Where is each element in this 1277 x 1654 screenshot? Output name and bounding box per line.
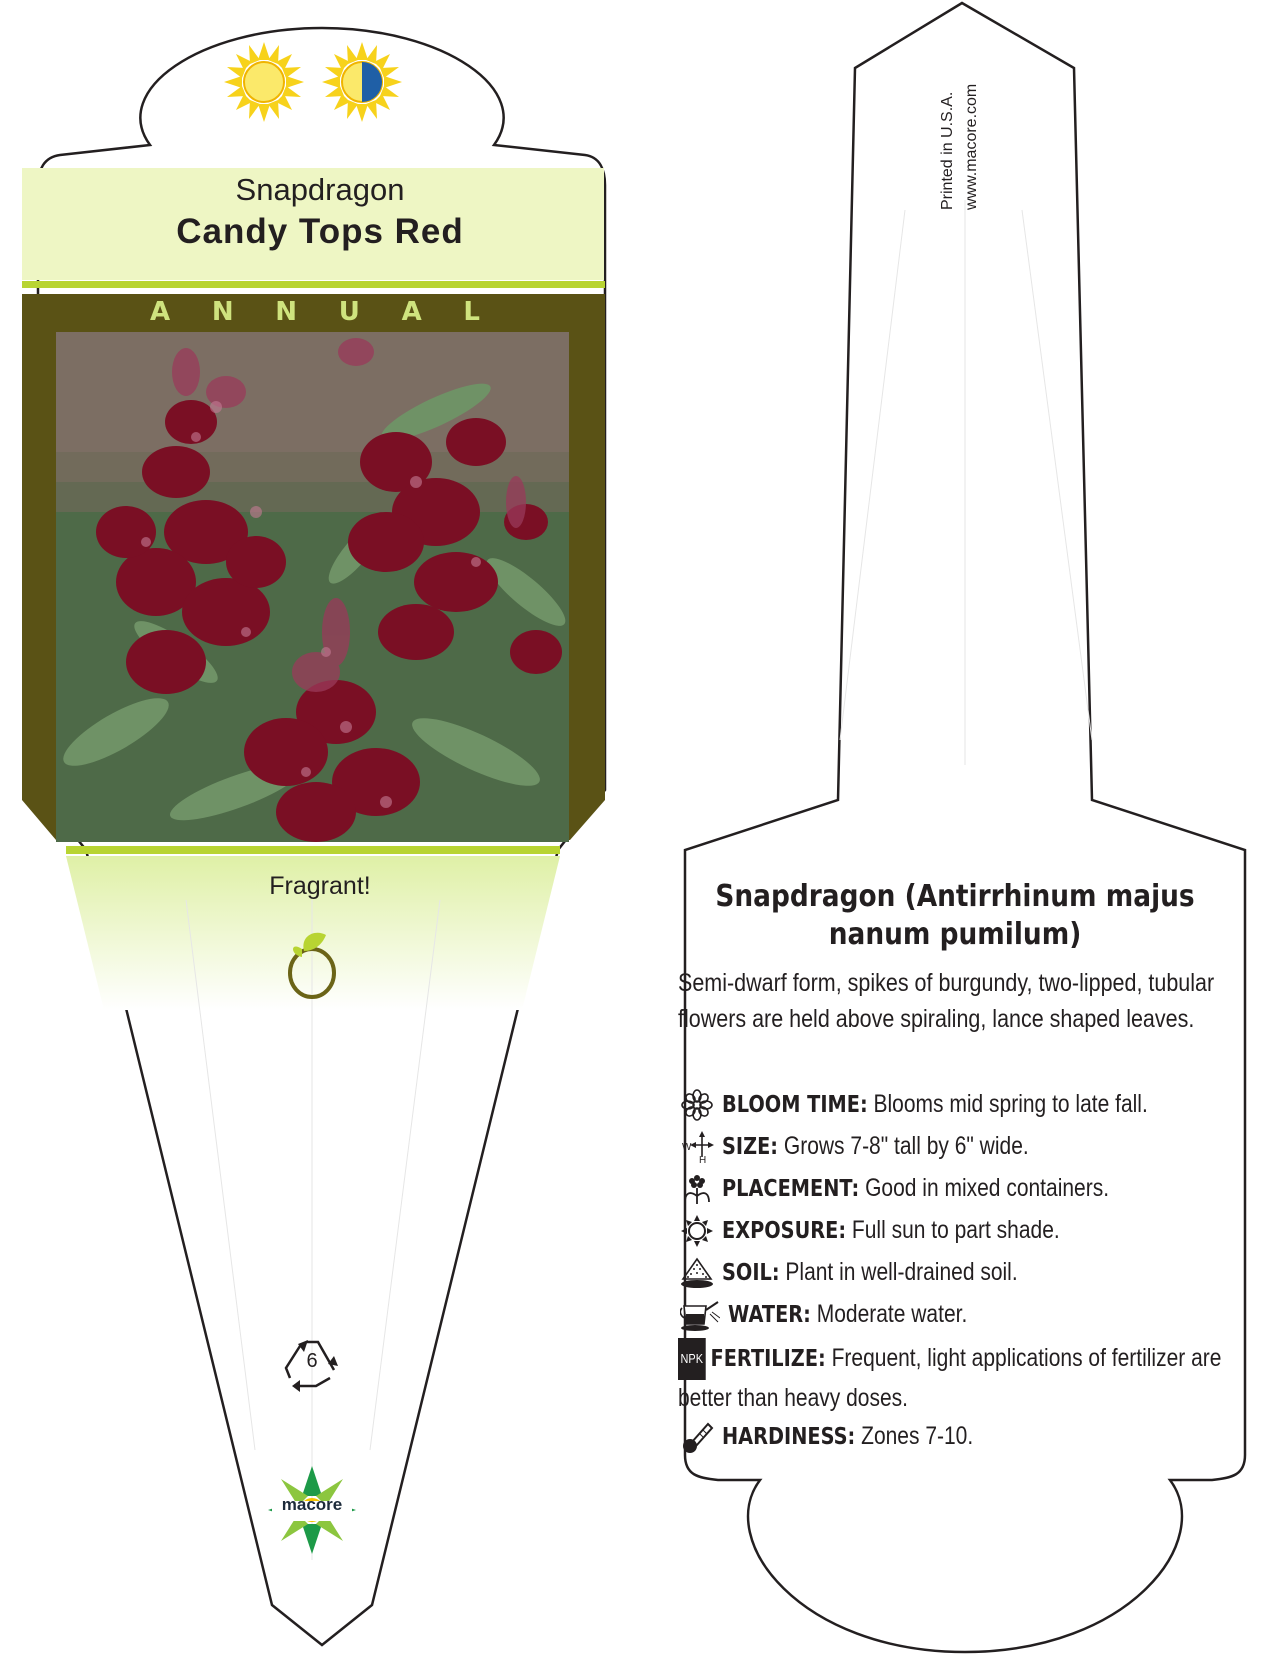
size-icon-h: H — [699, 1154, 707, 1163]
description-text: Semi-dwarf form, spikes of burgundy, two-lipped, tubular flowers are held above spiraling, lance shaped leaves. — [678, 969, 1215, 1033]
attr-value: Moderate water. — [810, 1300, 968, 1328]
attr-label: EXPOSURE: — [722, 1218, 847, 1244]
thermometer-icon — [678, 1419, 716, 1455]
attr-label: WATER: — [728, 1302, 811, 1328]
attr-bloom-time — [678, 1086, 1229, 1123]
attr-value: Zones 7-10. — [855, 1422, 974, 1450]
attr-label: FERTILIZE: — [710, 1346, 826, 1372]
category-letter: L — [463, 297, 480, 327]
attr-label: HARDINESS: — [722, 1424, 856, 1450]
attr-value: Good in mixed containers. — [859, 1174, 1110, 1202]
flower-icon — [678, 1087, 716, 1123]
attr-label: SOIL: — [722, 1260, 780, 1286]
bottom-stripe — [66, 846, 560, 854]
variety-name: Candy Tops Red — [176, 212, 464, 251]
header-stripe — [22, 281, 605, 288]
part-shade-icon — [322, 42, 402, 122]
full-sun-icon — [224, 42, 304, 122]
printer-credit — [939, 60, 980, 220]
attr-label: SIZE: — [722, 1134, 779, 1160]
recycle-code: 6 — [306, 1350, 318, 1372]
category-letter: U — [338, 297, 360, 327]
attr-label: BLOOM TIME: — [722, 1092, 868, 1118]
attr-exposure — [678, 1212, 1124, 1249]
attr-value: Full sun to part shade. — [846, 1216, 1060, 1244]
soil-icon — [678, 1255, 716, 1291]
printed-in-text: Printed in U.S.A. — [939, 91, 956, 210]
common-name: Snapdragon — [235, 172, 405, 207]
attr-soil — [678, 1254, 1074, 1291]
size-icon — [678, 1129, 716, 1165]
size-icon-w: W — [682, 1141, 692, 1153]
category-letter: A — [401, 297, 422, 327]
category-letter: N — [211, 297, 234, 327]
category-letter: N — [275, 297, 298, 327]
attr-fertilize — [678, 1338, 1277, 1416]
category-label — [150, 297, 480, 327]
feature-text: Fragrant! — [269, 872, 371, 900]
attr-value: Grows 7-8" tall by 6" wide. — [778, 1132, 1029, 1160]
website-text: www.macore.com — [963, 83, 980, 210]
placement-icon — [678, 1171, 716, 1207]
attr-value: Frequent, light applications of fertilizer are better than heavy doses. — [678, 1344, 1222, 1412]
plant-photo — [56, 332, 569, 842]
sun-icon — [678, 1213, 716, 1249]
brand-name: macore — [281, 1495, 343, 1514]
attr-hardiness — [678, 1418, 1021, 1455]
attr-label: PLACEMENT: — [722, 1176, 860, 1202]
botanical-title: Snapdragon (Antirrhinum majus nanum pumilum) — [715, 879, 1195, 952]
attr-value: Blooms mid spring to late fall. — [867, 1090, 1148, 1118]
attr-value: Plant in well-drained soil. — [779, 1258, 1018, 1286]
watering-can-icon — [678, 1297, 722, 1333]
plant-description — [678, 965, 1248, 1037]
npk-icon: NPK — [678, 1338, 705, 1380]
attr-size — [678, 1128, 1087, 1165]
attr-placement — [678, 1170, 1183, 1207]
attr-water — [678, 1296, 1013, 1333]
category-letter: A — [150, 297, 171, 327]
